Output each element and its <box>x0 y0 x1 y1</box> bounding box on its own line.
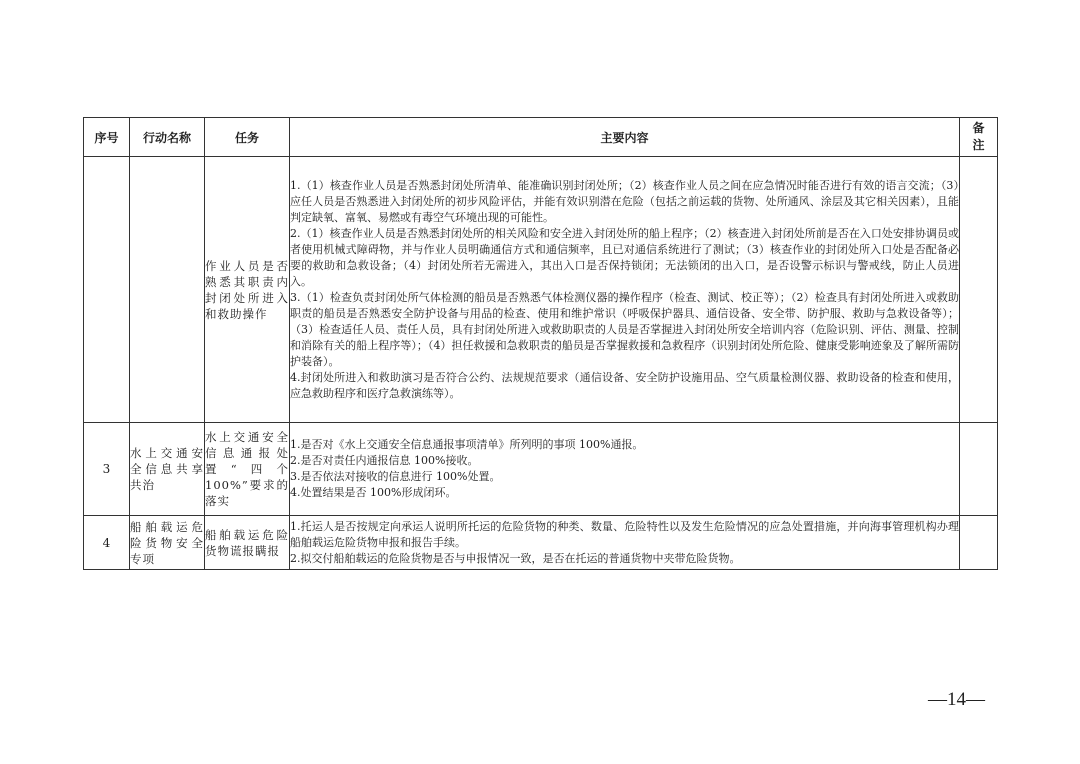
header-remarks: 备注 <box>960 118 998 157</box>
content-item: 3.（1）检查负责封闭处所气体检测的船员是否熟悉气体检测仪器的操作程序（检查、测试、校正等）；（2）检查具有封闭处所进入或救助职责的船员是否熟悉安全防护设备与用品的检查、使用和维护常识（呼吸保护器具、通信设备、安全带、防护服、救助与急救设备等）；（3）检查适任人员、责任人员，具有封闭处所进入或救助职责的人员是否掌握进入封闭处所安全培训内容（危险识别、评估、测量、控制和消除有关的船上程序等）；（4）担任救援和急救职责的船员是否掌握救援和急救程序（识别封闭处所危险、健康受影响迹象及了解所需防护装备）。 <box>290 290 959 368</box>
page-number: —14— <box>928 689 985 710</box>
content-item: 4.封闭处所进入和救助演习是否符合公约、法规规范要求（通信设备、安全防护设施用品、空气质量检测仪器、救助设备的检查和使用，应急救助程序和医疗急救演练等）。 <box>290 370 959 400</box>
header-main-content: 主要内容 <box>290 118 960 157</box>
content-item: 2.是否对责任内通报信息 100%接收。 <box>290 454 479 467</box>
row-action-name <box>130 157 205 423</box>
table-row <box>84 423 998 516</box>
row-no: 3 <box>84 423 130 516</box>
row-no <box>84 157 130 423</box>
content-item: 3.是否依法对接收的信息进行 100%处置。 <box>290 470 501 483</box>
row-no: 4 <box>84 516 130 570</box>
header-no: 序号 <box>84 118 130 157</box>
row-task: 船舶载运危险货物谎报瞒报 <box>205 516 290 570</box>
row-task: 水上交通安全信息通报处置“四个100%”要求的落实 <box>205 423 290 516</box>
row-action-name: 水上交通安全信息共享共治 <box>130 423 205 516</box>
content-item: 2.（1）核查作业人员是否熟悉封闭处所的相关风险和安全进入封闭处所的船上程序；（2）核查进入封闭处所前是否在入口处安排协调员或者使用机械式障碍物，并与作业人员明确通信方式和通信频率，且已对通信系统进行了测试；（3）核查作业的封闭处所入口处是否配备必要的救助和急救设备；（4）封闭处所若无需进入，其出入口是否保持锁闭；无法锁闭的出入口，是否设警示标识与警戒线，防止人员进入。 <box>290 226 959 288</box>
content-item: 4.处置结果是否 100%形成闭环。 <box>290 486 457 499</box>
content-item: 1.托运人是否按规定向承运人说明所托运的危险货物的种类、数量、危险特性以及发生危险情况的应急处置措施，并向海事管理机构办理船舶载运危险货物申报和报告手续。 <box>290 519 959 549</box>
content-item: 2.拟交付船舶载运的危险货物是否与申报情况一致，是否在托运的普通货物中夹带危险货物。 <box>290 551 741 565</box>
row-content <box>290 423 960 516</box>
row-remarks <box>960 516 998 570</box>
content-item: 1.是否对《水上交通安全信息通报事项清单》所列明的事项 100%通报。 <box>290 438 644 451</box>
table-row <box>84 157 998 423</box>
header-action-name: 行动名称 <box>130 118 205 157</box>
row-content <box>290 157 960 423</box>
table-row <box>84 516 998 570</box>
row-remarks <box>960 157 998 423</box>
content-item: 1.（1）核查作业人员是否熟悉封闭处所清单、能准确识别封闭处所；（2）核查作业人员之间在应急情况时能否进行有效的语言交流；（3）应任人员是否熟悉进入封闭处所的初步风险评估，并能有效识别潜在危险（包括之前运载的货物、处所通风、涂层及其它相关因素），且能判定缺氧、富氧、易燃或有毒空气环境出现的可能性。 <box>290 178 959 224</box>
inspection-table <box>83 117 998 570</box>
row-remarks <box>960 423 998 516</box>
table-header-row <box>84 118 998 157</box>
row-action-name: 船舶载运危险货物安全专项 <box>130 516 205 570</box>
header-task: 任务 <box>205 118 290 157</box>
row-task: 作业人员是否熟悉其职责内封闭处所进入和救助操作 <box>205 157 290 423</box>
row-content <box>290 516 960 570</box>
